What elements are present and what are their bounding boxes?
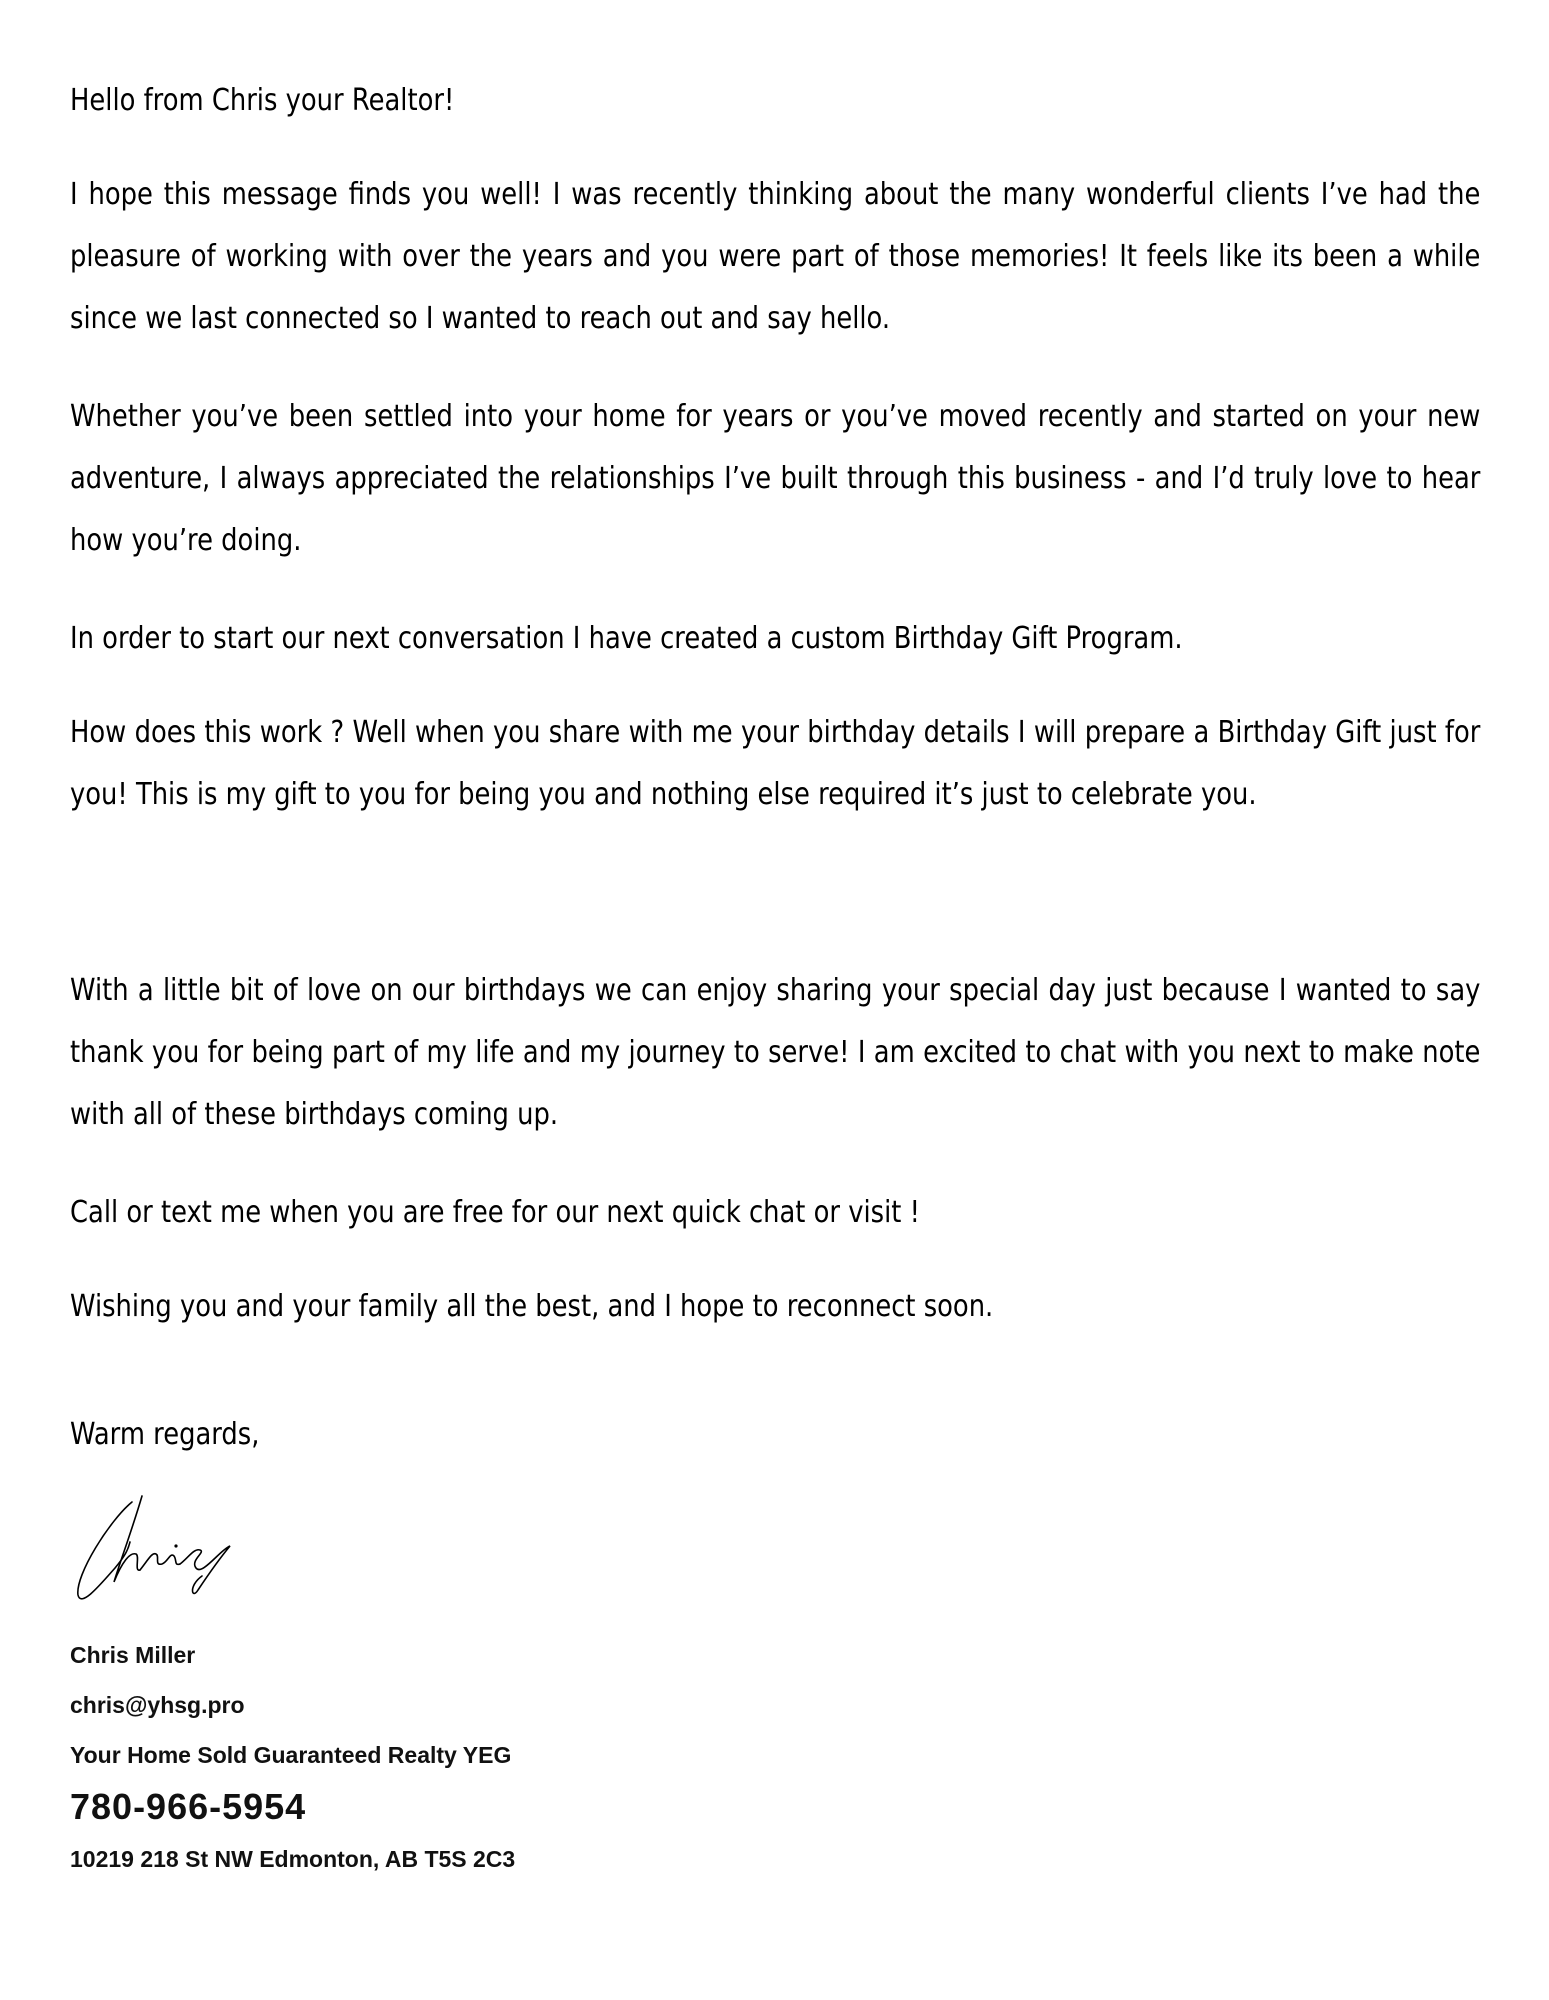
contact-name: Chris Miller (70, 1642, 196, 1668)
letter-greeting: Hello from Chris your Realtor! (70, 83, 455, 118)
letter-paragraph-2: Whether you’ve been settled into your home for years or you’ve moved recently and started on your new adventure, I always appreciated the relationships I’ve built through this business - and I’d truly love to hear how you’re doing. (70, 399, 1481, 558)
contact-email[interactable]: chris@yhsg.pro (70, 1692, 245, 1718)
letter-paragraph-7: Wishing you and your family all the best, and I hope to reconnect soon. (70, 1289, 994, 1324)
letter-paragraph-1: I hope this message finds you well! I was recently thinking about the many wonderful clients I’ve had the pleasure of working with over the years and you were part of those memories! It feels like its been a while since we last connected so I wanted to reach out and say hello. (70, 177, 1481, 336)
contact-company: Your Home Sold Guaranteed Realty YEG (70, 1742, 512, 1768)
letter-closing: Warm regards, (70, 1417, 260, 1452)
contact-address: 10219 218 St NW Edmonton, AB T5S 2C3 (70, 1846, 516, 1872)
letter-paragraph-3: In order to start our next conversation I have created a custom Birthday Gift Program. (70, 621, 1183, 656)
letter-paragraph-4: How does this work ? Well when you share with me your birthday details I will prepare a Birthday Gift just for you! This is my gift to you for being you and nothing else required it’s just to celebrate you. (70, 715, 1481, 812)
letter-paragraph-5: With a little bit of love on our birthdays we can enjoy sharing your special day just because I wanted to say thank you for being part of my life and my journey to serve! I am excited to chat with you next to make note with all of these birthdays coming up. (70, 973, 1481, 1132)
contact-block (70, 1630, 515, 1884)
contact-phone[interactable]: 780-966-5954 (70, 1786, 307, 1827)
handwritten-signature-icon (70, 1490, 240, 1610)
letter-paragraph-6: Call or text me when you are free for our next quick chat or visit ! (70, 1195, 920, 1230)
